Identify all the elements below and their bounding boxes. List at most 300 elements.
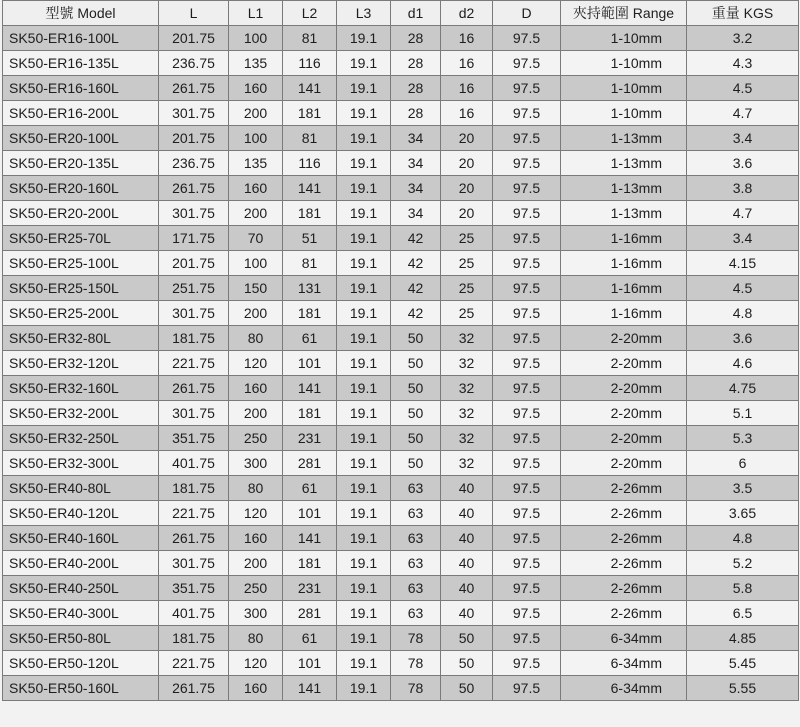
table-row — [3, 76, 799, 101]
cell-model: SK50-ER32-300L — [3, 451, 159, 476]
cell-l3: 19.1 — [337, 651, 391, 676]
cell-model: SK50-ER50-120L — [3, 651, 159, 676]
cell-range: 1-10mm — [561, 26, 687, 51]
cell-l2: 116 — [283, 151, 337, 176]
cell-weight: 5.8 — [687, 576, 799, 601]
cell-range: 1-13mm — [561, 201, 687, 226]
cell-d: 97.5 — [493, 151, 561, 176]
cell-l3: 19.1 — [337, 226, 391, 251]
cell-weight: 5.45 — [687, 651, 799, 676]
cell-model: SK50-ER20-200L — [3, 201, 159, 226]
cell-l: 181.75 — [159, 326, 229, 351]
cell-d2: 16 — [441, 26, 493, 51]
table-header-row — [3, 1, 799, 26]
cell-l3: 19.1 — [337, 301, 391, 326]
cell-weight: 3.8 — [687, 176, 799, 201]
cell-l: 261.75 — [159, 76, 229, 101]
table-body — [3, 26, 799, 701]
cell-d2: 40 — [441, 501, 493, 526]
cell-model: SK50-ER20-160L — [3, 176, 159, 201]
table-row — [3, 226, 799, 251]
cell-l: 201.75 — [159, 251, 229, 276]
cell-model: SK50-ER16-135L — [3, 51, 159, 76]
cell-l: 251.75 — [159, 276, 229, 301]
cell-l: 301.75 — [159, 401, 229, 426]
cell-d: 97.5 — [493, 101, 561, 126]
cell-l: 401.75 — [159, 601, 229, 626]
cell-l1: 80 — [229, 326, 283, 351]
cell-range: 2-20mm — [561, 426, 687, 451]
cell-l3: 19.1 — [337, 401, 391, 426]
cell-range: 6-34mm — [561, 626, 687, 651]
cell-l2: 101 — [283, 651, 337, 676]
cell-l1: 300 — [229, 451, 283, 476]
cell-l1: 160 — [229, 176, 283, 201]
cell-l1: 120 — [229, 351, 283, 376]
cell-l2: 181 — [283, 301, 337, 326]
cell-l2: 141 — [283, 76, 337, 101]
cell-l1: 250 — [229, 426, 283, 451]
cell-d1: 50 — [391, 326, 441, 351]
cell-l3: 19.1 — [337, 326, 391, 351]
cell-weight: 6.5 — [687, 601, 799, 626]
cell-d2: 25 — [441, 276, 493, 301]
table-row — [3, 201, 799, 226]
cell-l3: 19.1 — [337, 276, 391, 301]
cell-range: 2-26mm — [561, 576, 687, 601]
cell-range: 1-10mm — [561, 51, 687, 76]
cell-d: 97.5 — [493, 676, 561, 701]
cell-d2: 25 — [441, 226, 493, 251]
cell-d: 97.5 — [493, 376, 561, 401]
cell-d: 97.5 — [493, 226, 561, 251]
table-row — [3, 451, 799, 476]
table-row — [3, 251, 799, 276]
cell-model: SK50-ER40-300L — [3, 601, 159, 626]
cell-d1: 50 — [391, 401, 441, 426]
table-row — [3, 626, 799, 651]
cell-l1: 160 — [229, 676, 283, 701]
cell-d1: 63 — [391, 526, 441, 551]
cell-l1: 70 — [229, 226, 283, 251]
cell-l2: 231 — [283, 576, 337, 601]
cell-l1: 150 — [229, 276, 283, 301]
cell-l: 301.75 — [159, 551, 229, 576]
cell-model: SK50-ER40-160L — [3, 526, 159, 551]
cell-d1: 34 — [391, 201, 441, 226]
cell-d: 97.5 — [493, 276, 561, 301]
cell-l1: 160 — [229, 526, 283, 551]
cell-range: 2-26mm — [561, 526, 687, 551]
cell-l2: 131 — [283, 276, 337, 301]
cell-weight: 4.5 — [687, 276, 799, 301]
cell-model: SK50-ER16-100L — [3, 26, 159, 51]
cell-d2: 40 — [441, 551, 493, 576]
cell-l: 301.75 — [159, 201, 229, 226]
cell-d1: 34 — [391, 176, 441, 201]
cell-weight: 3.6 — [687, 151, 799, 176]
cell-l1: 200 — [229, 101, 283, 126]
cell-l: 221.75 — [159, 651, 229, 676]
cell-model: SK50-ER32-120L — [3, 351, 159, 376]
cell-d1: 63 — [391, 576, 441, 601]
table-row — [3, 501, 799, 526]
cell-d1: 78 — [391, 676, 441, 701]
cell-d2: 50 — [441, 626, 493, 651]
cell-model: SK50-ER20-100L — [3, 126, 159, 151]
cell-l1: 80 — [229, 626, 283, 651]
cell-model: SK50-ER50-80L — [3, 626, 159, 651]
table-row — [3, 476, 799, 501]
table-row — [3, 576, 799, 601]
cell-d: 97.5 — [493, 401, 561, 426]
cell-d2: 20 — [441, 201, 493, 226]
cell-range: 2-20mm — [561, 451, 687, 476]
cell-d2: 20 — [441, 126, 493, 151]
cell-d: 97.5 — [493, 501, 561, 526]
cell-d1: 63 — [391, 501, 441, 526]
cell-d: 97.5 — [493, 601, 561, 626]
cell-d: 97.5 — [493, 351, 561, 376]
cell-l2: 61 — [283, 626, 337, 651]
cell-l2: 141 — [283, 176, 337, 201]
cell-weight: 4.15 — [687, 251, 799, 276]
cell-model: SK50-ER25-100L — [3, 251, 159, 276]
cell-l3: 19.1 — [337, 551, 391, 576]
cell-weight: 4.8 — [687, 526, 799, 551]
cell-l3: 19.1 — [337, 576, 391, 601]
cell-l3: 19.1 — [337, 451, 391, 476]
cell-d2: 40 — [441, 576, 493, 601]
cell-l3: 19.1 — [337, 51, 391, 76]
cell-l2: 141 — [283, 676, 337, 701]
table-row — [3, 551, 799, 576]
cell-l3: 19.1 — [337, 101, 391, 126]
cell-l3: 19.1 — [337, 601, 391, 626]
cell-weight: 5.55 — [687, 676, 799, 701]
cell-l2: 81 — [283, 126, 337, 151]
cell-model: SK50-ER16-200L — [3, 101, 159, 126]
cell-l3: 19.1 — [337, 151, 391, 176]
cell-d1: 28 — [391, 51, 441, 76]
cell-l2: 61 — [283, 326, 337, 351]
cell-range: 1-10mm — [561, 101, 687, 126]
cell-d1: 34 — [391, 126, 441, 151]
cell-l2: 181 — [283, 201, 337, 226]
cell-l3: 19.1 — [337, 201, 391, 226]
column-header-d2: d2 — [441, 1, 493, 26]
cell-d: 97.5 — [493, 526, 561, 551]
cell-range: 2-20mm — [561, 401, 687, 426]
cell-d1: 42 — [391, 251, 441, 276]
column-header-l2: L2 — [283, 1, 337, 26]
table-row — [3, 151, 799, 176]
table-row — [3, 301, 799, 326]
cell-weight: 3.5 — [687, 476, 799, 501]
cell-model: SK50-ER16-160L — [3, 76, 159, 101]
cell-l1: 100 — [229, 251, 283, 276]
table-row — [3, 176, 799, 201]
cell-d: 97.5 — [493, 301, 561, 326]
cell-weight: 5.2 — [687, 551, 799, 576]
cell-l: 201.75 — [159, 26, 229, 51]
cell-l: 236.75 — [159, 151, 229, 176]
cell-l1: 200 — [229, 301, 283, 326]
cell-l1: 300 — [229, 601, 283, 626]
cell-l1: 100 — [229, 126, 283, 151]
cell-d2: 32 — [441, 376, 493, 401]
cell-d1: 28 — [391, 26, 441, 51]
column-header-weight: 重量 KGS — [687, 1, 799, 26]
cell-d1: 78 — [391, 651, 441, 676]
cell-d: 97.5 — [493, 651, 561, 676]
cell-d1: 63 — [391, 601, 441, 626]
cell-l2: 181 — [283, 101, 337, 126]
cell-l2: 231 — [283, 426, 337, 451]
cell-range: 2-20mm — [561, 326, 687, 351]
cell-weight: 4.5 — [687, 76, 799, 101]
cell-l1: 80 — [229, 476, 283, 501]
cell-l3: 19.1 — [337, 351, 391, 376]
cell-range: 1-16mm — [561, 251, 687, 276]
table-row — [3, 376, 799, 401]
cell-weight: 3.4 — [687, 226, 799, 251]
cell-d: 97.5 — [493, 426, 561, 451]
cell-l2: 281 — [283, 451, 337, 476]
cell-l: 181.75 — [159, 626, 229, 651]
cell-d: 97.5 — [493, 126, 561, 151]
cell-range: 1-16mm — [561, 301, 687, 326]
cell-l2: 51 — [283, 226, 337, 251]
cell-d2: 40 — [441, 601, 493, 626]
cell-weight: 3.6 — [687, 326, 799, 351]
cell-model: SK50-ER20-135L — [3, 151, 159, 176]
cell-l: 261.75 — [159, 526, 229, 551]
cell-d2: 32 — [441, 326, 493, 351]
cell-l2: 101 — [283, 501, 337, 526]
cell-d2: 40 — [441, 476, 493, 501]
cell-model: SK50-ER25-150L — [3, 276, 159, 301]
table-row — [3, 426, 799, 451]
cell-l1: 160 — [229, 76, 283, 101]
column-header-l3: L3 — [337, 1, 391, 26]
cell-d1: 42 — [391, 276, 441, 301]
column-header-range: 夾持範圍 Range — [561, 1, 687, 26]
cell-l: 221.75 — [159, 501, 229, 526]
cell-d: 97.5 — [493, 626, 561, 651]
cell-model: SK50-ER40-250L — [3, 576, 159, 601]
cell-d1: 28 — [391, 101, 441, 126]
spec-table — [2, 0, 799, 701]
cell-l: 401.75 — [159, 451, 229, 476]
cell-l3: 19.1 — [337, 476, 391, 501]
cell-range: 2-26mm — [561, 476, 687, 501]
cell-l1: 120 — [229, 651, 283, 676]
cell-model: SK50-ER32-250L — [3, 426, 159, 451]
cell-l3: 19.1 — [337, 426, 391, 451]
table-row — [3, 601, 799, 626]
cell-d1: 63 — [391, 551, 441, 576]
cell-d2: 20 — [441, 151, 493, 176]
cell-range: 1-16mm — [561, 276, 687, 301]
cell-l3: 19.1 — [337, 501, 391, 526]
cell-range: 2-26mm — [561, 601, 687, 626]
cell-range: 1-10mm — [561, 76, 687, 101]
cell-l2: 101 — [283, 351, 337, 376]
cell-range: 2-20mm — [561, 376, 687, 401]
cell-d2: 16 — [441, 51, 493, 76]
cell-model: SK50-ER40-80L — [3, 476, 159, 501]
cell-d1: 28 — [391, 76, 441, 101]
cell-l1: 100 — [229, 26, 283, 51]
column-header-l: L — [159, 1, 229, 26]
table-row — [3, 526, 799, 551]
cell-l: 351.75 — [159, 576, 229, 601]
table-row — [3, 676, 799, 701]
cell-model: SK50-ER25-200L — [3, 301, 159, 326]
cell-d2: 50 — [441, 676, 493, 701]
cell-l1: 135 — [229, 51, 283, 76]
cell-d: 97.5 — [493, 251, 561, 276]
cell-range: 1-13mm — [561, 126, 687, 151]
cell-range: 2-20mm — [561, 351, 687, 376]
cell-d: 97.5 — [493, 476, 561, 501]
cell-d2: 25 — [441, 301, 493, 326]
cell-weight: 3.65 — [687, 501, 799, 526]
cell-d2: 32 — [441, 351, 493, 376]
table-row — [3, 276, 799, 301]
cell-weight: 3.2 — [687, 26, 799, 51]
cell-weight: 5.3 — [687, 426, 799, 451]
cell-range: 1-16mm — [561, 226, 687, 251]
cell-range: 6-34mm — [561, 676, 687, 701]
cell-l1: 160 — [229, 376, 283, 401]
cell-l: 236.75 — [159, 51, 229, 76]
cell-d2: 32 — [441, 426, 493, 451]
cell-weight: 4.8 — [687, 301, 799, 326]
cell-model: SK50-ER32-160L — [3, 376, 159, 401]
cell-weight: 3.4 — [687, 126, 799, 151]
cell-l1: 120 — [229, 501, 283, 526]
cell-l: 261.75 — [159, 676, 229, 701]
cell-d: 97.5 — [493, 201, 561, 226]
cell-range: 2-26mm — [561, 501, 687, 526]
cell-d1: 42 — [391, 301, 441, 326]
cell-d1: 50 — [391, 351, 441, 376]
cell-range: 6-34mm — [561, 651, 687, 676]
table-row — [3, 651, 799, 676]
cell-l2: 141 — [283, 526, 337, 551]
cell-d: 97.5 — [493, 451, 561, 476]
table-row — [3, 51, 799, 76]
cell-l1: 250 — [229, 576, 283, 601]
cell-l: 171.75 — [159, 226, 229, 251]
table-row — [3, 401, 799, 426]
cell-d1: 50 — [391, 376, 441, 401]
cell-range: 1-13mm — [561, 176, 687, 201]
cell-weight: 4.7 — [687, 101, 799, 126]
cell-model: SK50-ER40-200L — [3, 551, 159, 576]
column-header-d1: d1 — [391, 1, 441, 26]
cell-d2: 50 — [441, 651, 493, 676]
cell-l2: 141 — [283, 376, 337, 401]
cell-model: SK50-ER32-200L — [3, 401, 159, 426]
cell-d: 97.5 — [493, 551, 561, 576]
cell-model: SK50-ER50-160L — [3, 676, 159, 701]
cell-l: 301.75 — [159, 301, 229, 326]
cell-l2: 281 — [283, 601, 337, 626]
cell-l3: 19.1 — [337, 176, 391, 201]
cell-l1: 200 — [229, 201, 283, 226]
cell-d1: 34 — [391, 151, 441, 176]
cell-range: 1-13mm — [561, 151, 687, 176]
cell-d2: 32 — [441, 451, 493, 476]
cell-weight: 6 — [687, 451, 799, 476]
cell-d2: 32 — [441, 401, 493, 426]
cell-l2: 181 — [283, 551, 337, 576]
table-row — [3, 326, 799, 351]
cell-l3: 19.1 — [337, 126, 391, 151]
column-header-l1: L1 — [229, 1, 283, 26]
cell-d: 97.5 — [493, 176, 561, 201]
table-row — [3, 26, 799, 51]
cell-d2: 20 — [441, 176, 493, 201]
cell-l: 351.75 — [159, 426, 229, 451]
cell-l: 221.75 — [159, 351, 229, 376]
table-row — [3, 126, 799, 151]
cell-d: 97.5 — [493, 326, 561, 351]
cell-l: 301.75 — [159, 101, 229, 126]
cell-l3: 19.1 — [337, 251, 391, 276]
cell-l2: 116 — [283, 51, 337, 76]
cell-l1: 135 — [229, 151, 283, 176]
cell-l3: 19.1 — [337, 26, 391, 51]
cell-l3: 19.1 — [337, 626, 391, 651]
column-header-d: D — [493, 1, 561, 26]
cell-range: 2-26mm — [561, 551, 687, 576]
cell-d2: 16 — [441, 76, 493, 101]
cell-d1: 63 — [391, 476, 441, 501]
cell-d: 97.5 — [493, 26, 561, 51]
cell-l: 201.75 — [159, 126, 229, 151]
cell-l1: 200 — [229, 401, 283, 426]
column-header-model: 型號 Model — [3, 1, 159, 26]
cell-d: 97.5 — [493, 51, 561, 76]
cell-l3: 19.1 — [337, 376, 391, 401]
cell-l3: 19.1 — [337, 526, 391, 551]
cell-d1: 78 — [391, 626, 441, 651]
cell-l: 181.75 — [159, 476, 229, 501]
table-row — [3, 101, 799, 126]
cell-d2: 16 — [441, 101, 493, 126]
table-row — [3, 351, 799, 376]
cell-weight: 4.75 — [687, 376, 799, 401]
cell-l: 261.75 — [159, 176, 229, 201]
cell-model: SK50-ER40-120L — [3, 501, 159, 526]
cell-model: SK50-ER25-70L — [3, 226, 159, 251]
cell-d: 97.5 — [493, 576, 561, 601]
cell-weight: 4.85 — [687, 626, 799, 651]
cell-l2: 81 — [283, 26, 337, 51]
cell-d2: 40 — [441, 526, 493, 551]
cell-l: 261.75 — [159, 376, 229, 401]
cell-d1: 42 — [391, 226, 441, 251]
cell-l1: 200 — [229, 551, 283, 576]
cell-d2: 25 — [441, 251, 493, 276]
cell-l2: 61 — [283, 476, 337, 501]
cell-weight: 4.6 — [687, 351, 799, 376]
cell-weight: 4.3 — [687, 51, 799, 76]
